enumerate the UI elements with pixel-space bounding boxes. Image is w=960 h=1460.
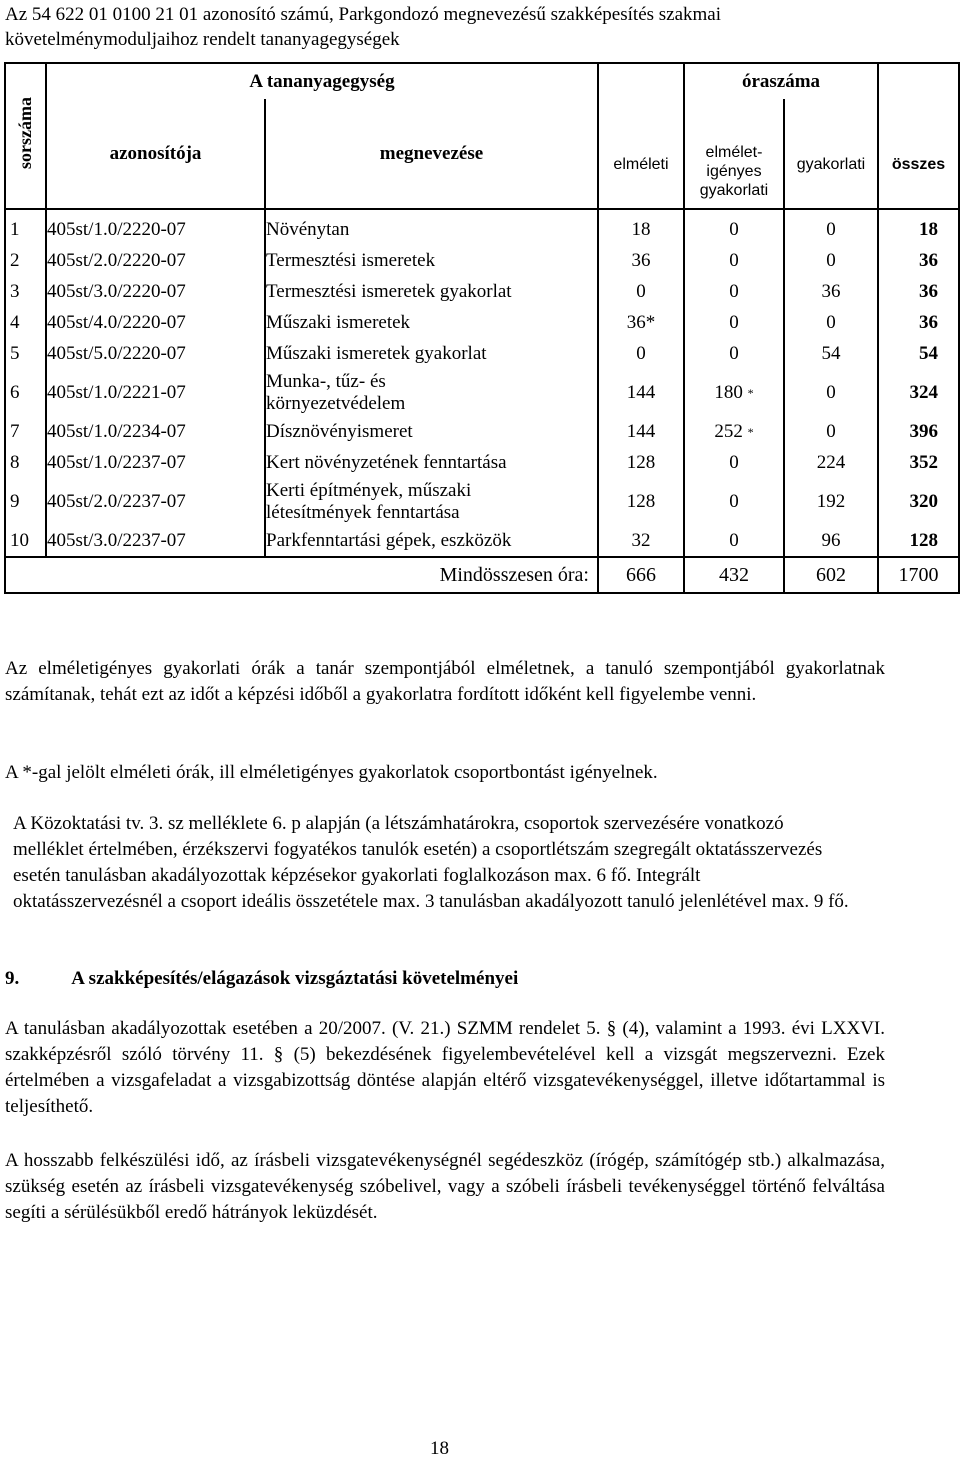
section-heading: 9. A szakképesítés/elágazások vizsgáztatási követelményei xyxy=(5,968,519,989)
table-row: 4 405st/4.0/2220-07 Műszaki ismeretek 36* 0 0 36 xyxy=(5,307,959,338)
total-elmeletigenyes: 432 xyxy=(684,557,784,593)
page-number: 18 xyxy=(430,1438,449,1459)
paragraph-csoportbontas: A *-gal jelölt elméleti órák, ill elméletigényes gyakorlatok csoportbontást igényelnek. xyxy=(5,762,658,783)
header-megnevezese: megnevezése xyxy=(265,99,598,209)
total-label: Mindösszesen óra: xyxy=(265,557,598,593)
total-osszes: 1700 xyxy=(878,557,959,593)
header-elmeleti: elméleti xyxy=(598,63,684,209)
header-elmeletigenyes: elmélet- igényes gyakorlati xyxy=(684,99,784,209)
paragraph-felkeszulesi: A hosszabb felkészülési idő, az írásbeli vizsgatevékenységnél segédeszköz (írógép, számítógép stb.) alkalmazása, szükség esetén az írásbeli vizsgatevékenység szóbelivel, vagy a szóbeli írásbeli tevékenységgel történő felváltása segíti a sérülésükből eredő hátrányok leküzdését. xyxy=(5,1150,885,1223)
header-oraszama: óraszáma xyxy=(684,63,878,99)
table-row: 10 405st/3.0/2237-07 Parkfenntartási gépek, eszközök 32 0 96 128 xyxy=(5,525,959,557)
table-row: 6 405st/1.0/2221-07 Munka-, tűz- és környezetvédelem 144 180 * 0 324 xyxy=(5,369,959,416)
page-title: Az 54 622 01 0100 21 01 azonosító számú, Parkgondozó megnevezésű szakképesítés szakmai követelménymoduljaihoz rendelt tananyagegységek xyxy=(5,4,722,50)
table-row: 2 405st/2.0/2220-07 Termesztési ismeretek 36 0 0 36 xyxy=(5,245,959,276)
table-row: 3 405st/3.0/2220-07 Termesztési ismeretek gyakorlat 0 0 36 36 xyxy=(5,276,959,307)
header-group: A tananyagegység xyxy=(46,63,598,99)
table-row: 7 405st/1.0/2234-07 Dísznövényismeret 144 252 * 0 396 xyxy=(5,416,959,447)
table-row: 9 405st/2.0/2237-07 Kerti építmények, műszaki létesítmények fenntartása 128 0 192 320 xyxy=(5,478,959,525)
total-elmeleti: 666 xyxy=(598,557,684,593)
header-azonositoja: azonosítója xyxy=(46,99,265,209)
paragraph-vizsga: A tanulásban akadályozottak esetében a 20/2007. (V. 21.) SZMM rendelet 5. § (4), valamint a 1993. évi LXXVI. szakképzésről szóló törvény 11. § (5) bekezdésének figyelembevételével kell a vizsgát megszervezni. Ezek értelmében a vizsgafeladat a vizsgabizottság döntése alapján eltérő vizsgatevékenységgel, illetve időtartammal is teljesíthető. xyxy=(5,1018,885,1117)
header-osszes: összes xyxy=(878,63,959,209)
table-row: 1 405st/1.0/2220-07 Növénytan 18 0 0 18 xyxy=(5,209,959,245)
table-row: 5 405st/5.0/2220-07 Műszaki ismeretek gyakorlat 0 0 54 54 xyxy=(5,338,959,369)
paragraph-elmeletigenyes: Az elméletigényes gyakorlati órák a tanár szempontjából elméletnek, a tanuló szempontjából gyakorlatnak számítanak, tehát ezt az időt a képzési időből a gyakorlatra fordított időként kell figyelembe venni. xyxy=(5,658,885,705)
paragraph-kozoktatasi: A Közoktatási tv. 3. sz melléklete 6. p alapján (a létszámhatárokra, csoportok szervezésére vonatkozó melléklet értelmében, érzékszervi fogyatékos tanulók esetén) a csoportlétszám szegregált oktatásszervezés esetén tanulásban akadályozottak képzésekor gyakorlati foglalkozáson max. 6 fő. Integrált oktatásszervezésnél a csoport ideális összetétele max. 3 tanulásban akadályozott tanuló jelenlétével max. 9 fő. xyxy=(13,813,849,912)
total-gyakorlati: 602 xyxy=(784,557,878,593)
table-row: 8 405st/1.0/2237-07 Kert növényzetének fenntartása 128 0 224 352 xyxy=(5,447,959,478)
curriculum-table xyxy=(4,62,960,594)
total-row xyxy=(5,557,959,593)
header-gyakorlati: gyakorlati xyxy=(784,99,878,209)
header-sorszama: sorszáma xyxy=(5,63,46,209)
